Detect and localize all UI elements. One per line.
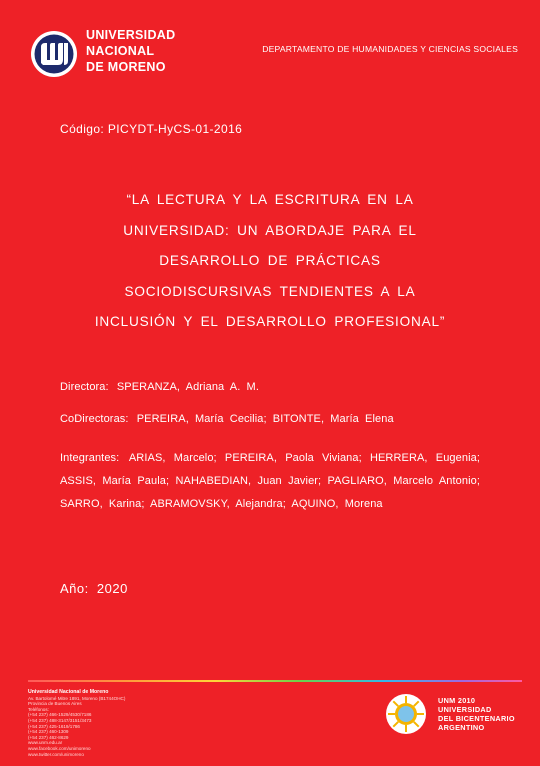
contact-line: (+54 237) 425-1619/1786: [28, 723, 80, 729]
department-name: DEPARTAMENTO DE HUMANIDADES Y CIENCIAS SOCIALES: [262, 44, 518, 54]
directora-value: SPERANZA, Adriana A. M.: [116, 381, 259, 393]
project-code-label: Código:: [60, 122, 105, 136]
title-line: “LA LECTURA Y LA ESCRITURA EN LA: [126, 192, 414, 207]
footer-contact: [28, 690, 125, 757]
contact-line: (+54 237) 462-8629: [28, 734, 69, 740]
codirectoras-value: PEREIRA, María Cecilia; BITONTE, María Elena: [136, 413, 394, 425]
directora-field: [60, 381, 480, 393]
integrantes-field: [60, 447, 480, 516]
contact-line: Av. Bartolomé Mitre 1891, Moreno (B1744OHC): [28, 695, 126, 701]
contact-line: www.twitter.com/unimoreno: [28, 751, 84, 757]
contact-title: Universidad Nacional de Moreno: [28, 689, 109, 695]
contact-line: (+54 237) 488-3147/3151/3473: [28, 717, 92, 723]
year-label: Año:: [60, 581, 89, 596]
contact-line: www.unm.edu.ar: [28, 740, 63, 746]
footer-divider: [28, 680, 522, 682]
year-value: 2020: [96, 581, 128, 596]
year-field: [60, 581, 128, 596]
bicentenario-line: UNIVERSIDAD: [438, 705, 492, 714]
title-line: DESARROLLO DE PRÁCTICAS: [159, 253, 381, 268]
integrantes-value: ARIAS, Marcelo; PEREIRA, Paola Viviana; HERRERA, Eugenia; ASSIS, María Paula; NAHABEDIAN, Juan Javier; PAGLIARO, Marcelo Antonio; SARRO, Karina; ABRAMOVSKY, Alejandra; AQUINO, Morena: [60, 452, 480, 510]
project-code-value: PICYDT-HyCS-01-2016: [107, 122, 243, 136]
integrantes-label: Integrantes:: [60, 452, 120, 464]
title-line: INCLUSIÓN Y EL DESARROLLO PROFESIONAL”: [94, 314, 446, 329]
bicentenario-line: UNM 2010: [438, 696, 476, 705]
codirectoras-field: [60, 413, 480, 425]
university-name: [86, 27, 175, 75]
project-code: [60, 122, 242, 136]
bicentenario-label: [438, 696, 515, 732]
title-line: SOCIODISCURSIVAS TENDIENTES A LA: [124, 283, 416, 299]
bicentenario-line: DEL BICENTENARIO: [438, 714, 515, 723]
contact-line: (+54 237) 460-1309: [28, 729, 69, 735]
project-title: [40, 185, 500, 338]
contact-line: Provincia de Buenos Aires: [28, 701, 82, 707]
unm-logo-icon: [30, 30, 78, 78]
contact-line: www.facebook.com/unimoreno: [28, 745, 91, 751]
contact-line: (+54 237) 466-1529/4530/7186: [28, 712, 92, 718]
university-name-line: DE MORENO: [86, 60, 166, 74]
university-name-line: NACIONAL: [86, 44, 155, 58]
bicentenario-sun-icon: [385, 693, 427, 735]
title-line: UNIVERSIDAD: UN ABORDAJE PARA EL: [123, 222, 417, 238]
university-name-line: UNIVERSIDAD: [86, 28, 176, 42]
directora-label: Directora:: [60, 381, 109, 393]
contact-line: Teléfonos:: [28, 706, 49, 712]
bicentenario-line: ARGENTINO: [438, 723, 485, 732]
codirectoras-label: CoDirectoras:: [60, 413, 129, 425]
